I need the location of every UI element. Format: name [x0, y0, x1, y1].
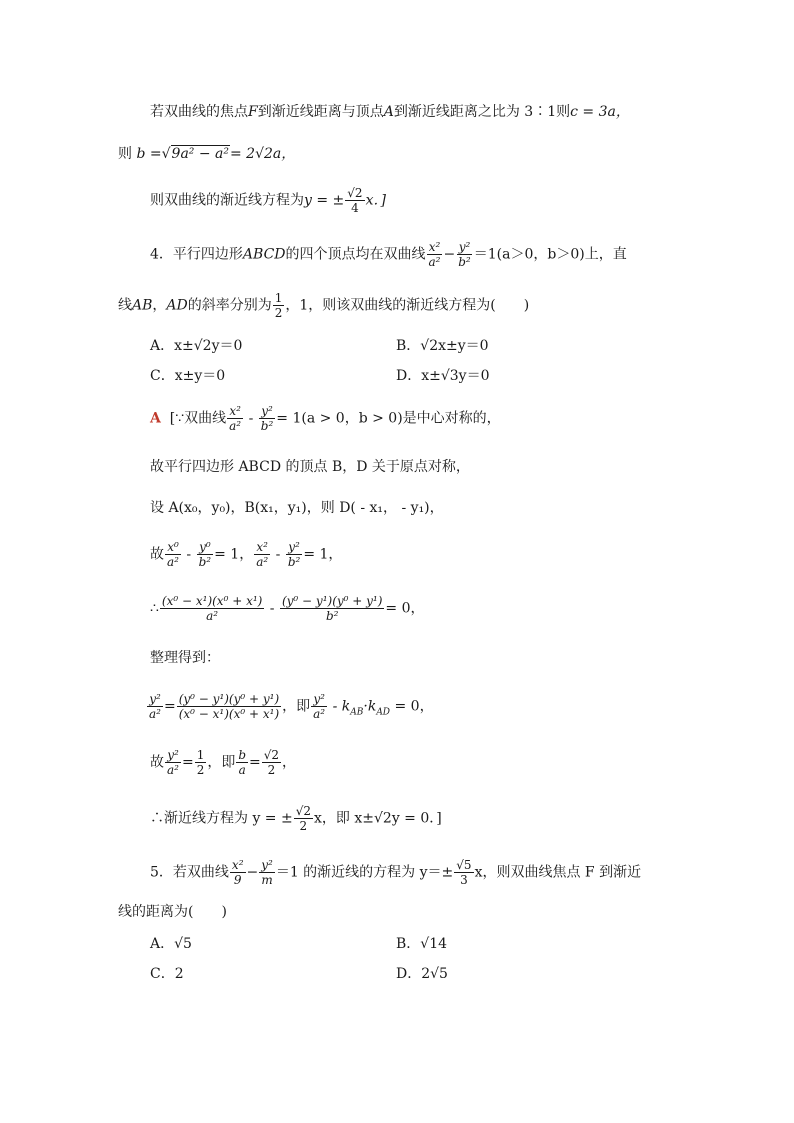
q4-solution-line4: 故 $\frac{\text{x⁰}}{\text{a²}}$ - $\frac{\text{y⁰}}{\text{b²}}$ = 1， $\frac{\text{x²}}{\text{a²}}$ - $\frac{\text{y²}}{\text{b²}}$ = 1， — [150, 540, 343, 569]
fraction — [294, 804, 313, 833]
fraction-num: √2 — [263, 748, 280, 762]
equation: c = 3a， — [570, 104, 630, 120]
question-number: 4． — [150, 246, 173, 263]
q4-solution-line9 — [150, 804, 442, 833]
text: [∵双曲线 — [169, 410, 227, 427]
fraction-num: y⁰ — [199, 540, 211, 554]
text: 故 — [150, 754, 164, 771]
q5-option-b: B．√14 — [396, 936, 448, 952]
text: x，即 x±√2y = 0．] — [314, 810, 442, 827]
text: = 0， — [390, 698, 434, 715]
subscript: AD — [376, 707, 391, 718]
fraction — [345, 186, 364, 215]
fraction — [454, 858, 473, 887]
q5-option-a: A．√5 — [150, 936, 192, 952]
fraction-num: y² — [261, 858, 273, 872]
q5-option-c: C．2 — [150, 966, 184, 982]
fraction — [227, 404, 243, 433]
equation-rhs: = 2√2a， — [230, 146, 296, 162]
fraction — [230, 858, 246, 887]
text: 的四个顶点均在双曲线 — [285, 246, 426, 263]
fraction-num: (y⁰ − y¹)(y⁰ + y¹) — [281, 594, 383, 608]
text: ·k — [363, 698, 377, 715]
fraction-den: 4 — [351, 201, 359, 215]
text: = 1， — [303, 546, 343, 563]
equation: y = ± — [304, 192, 345, 209]
q4-option-a: A．x±√2y＝0 — [150, 338, 243, 354]
fraction — [259, 404, 276, 433]
q4-stem-line2 — [118, 291, 529, 320]
fraction-num: 1 — [274, 291, 283, 305]
operator: = — [181, 754, 194, 771]
fraction — [427, 240, 443, 269]
fraction-den: a² — [167, 555, 179, 569]
solution3-line2: 则 b =√9a² − a²= 2√2a， — [118, 146, 296, 162]
fraction — [456, 240, 473, 269]
fraction-den: b² — [260, 419, 274, 433]
equation: x．] — [365, 192, 386, 209]
answer-label: A — [150, 410, 161, 427]
fraction-den: a² — [313, 707, 326, 721]
text: 则 — [118, 146, 132, 162]
fraction-den: a² — [256, 555, 269, 569]
text: ∴渐近线方程为 y = ± — [150, 810, 293, 827]
fraction-num: y² — [313, 692, 325, 706]
text: 故 — [150, 546, 164, 563]
text: - k — [332, 698, 351, 715]
subscript: AB — [350, 707, 364, 718]
fraction — [147, 692, 163, 721]
fraction-num: y² — [288, 540, 300, 554]
fraction-num: √2 — [295, 804, 312, 818]
text: ＝1(a＞0，b＞0)上，直 — [473, 246, 627, 263]
fraction — [177, 692, 281, 721]
fraction — [160, 594, 264, 623]
text: ，即 — [282, 698, 311, 715]
fraction-den: a² — [149, 707, 161, 721]
q4-stem-line1 — [150, 240, 627, 269]
fraction-den: b² — [325, 609, 339, 623]
fraction-den: (x⁰ − x¹)(x⁰ + x¹) — [178, 707, 280, 721]
fraction — [286, 540, 303, 569]
fraction-den: 2 — [196, 763, 205, 777]
radicand: 9a² − a² — [171, 146, 229, 162]
fraction-num: x⁰ — [167, 540, 179, 554]
q4-solution-line2: 故平行四边形 ABCD 的顶点 B，D 关于原点对称， — [150, 459, 470, 475]
text: 到渐近线距离之比为 3∶1则 — [393, 104, 571, 120]
fraction — [195, 748, 207, 777]
fraction-num: y² — [149, 692, 161, 706]
fraction — [165, 748, 181, 777]
q4-solution-line8: 故 $\frac{\text{y²}}{\text{a²}}$ = $\frac{1}{2}$ ，即 $\frac{b}{a}$ = $\frac{√2}{2}$ ， — [150, 748, 297, 777]
text: 平行四边形 — [172, 246, 243, 263]
question-number: 5． — [150, 864, 173, 881]
fraction-den: 9 — [233, 873, 242, 887]
fraction-num: y² — [261, 404, 273, 418]
var-A: A — [383, 104, 394, 120]
fraction-den: a² — [167, 763, 179, 777]
text: 的斜率分别为 — [187, 297, 272, 314]
fraction-num: x² — [256, 540, 268, 554]
text: ，1，则该双曲线的渐近线方程为( ) — [285, 297, 530, 314]
text: ＝1 的渐近线的方程为 y＝± — [275, 864, 454, 881]
fraction-den: 2 — [274, 306, 283, 320]
var: ABCD — [242, 246, 286, 263]
fraction-num: b — [238, 748, 247, 762]
text: = 1， — [214, 546, 254, 563]
fraction — [236, 748, 248, 777]
fraction-den: a² — [229, 419, 242, 433]
fraction-den: a² — [206, 609, 219, 623]
q4-option-b: B．√2x±y＝0 — [396, 338, 489, 354]
fraction-num: √5 — [456, 858, 472, 872]
fraction — [254, 540, 270, 569]
solution3-line1 — [150, 102, 630, 122]
text: ∴ — [150, 600, 159, 617]
fraction — [280, 594, 384, 623]
q4-solution-line7: $\frac{\text{y²}}{\text{a²}}$ = $\frac{\text{(y⁰ − y¹)(y⁰ + y¹)}}{\text{(x⁰ − x¹)(x⁰ + x¹)}}$ ，即 $\frac{\text{y²}}{\text{a²}}$ - $k_{AB}\cdot k_{AD} = 0$， — [149, 692, 434, 721]
fraction — [273, 291, 285, 320]
fraction-den: a — [238, 763, 246, 777]
text: 若双曲线的焦点 — [150, 104, 248, 120]
text: ，即 — [207, 754, 236, 771]
fraction-den: 2 — [299, 819, 308, 833]
fraction-num: √2 — [347, 186, 363, 200]
fraction — [165, 540, 181, 569]
fraction-num: x² — [231, 858, 244, 872]
equation-lhs: b = — [136, 146, 162, 162]
q4-option-c: C．x±y＝0 — [150, 368, 226, 384]
fraction-den: b² — [287, 555, 301, 569]
fraction — [311, 692, 327, 721]
fraction-den: a² — [428, 255, 441, 269]
text: 线 — [118, 297, 132, 314]
text: 若双曲线 — [172, 864, 229, 881]
q4-solution-line6: 整理得到： — [150, 650, 220, 666]
text: x，则双曲线焦点 F 到渐近 — [474, 864, 642, 881]
solution3-line3 — [150, 186, 386, 215]
q5-option-d: D．2√5 — [396, 966, 448, 982]
q5-stem-line2: 线的距离为( ) — [118, 904, 227, 920]
text: = 0， — [385, 600, 425, 617]
q5-stem-line1: 5．若双曲线 $\frac{\text{x²}}{9}$ − $\frac{\text{y²}}{m}$ ＝1 的渐近线的方程为 y＝± $\frac{√5}{3}$ x，则双曲线焦点 F 到渐近 — [150, 858, 642, 887]
var: AD — [166, 297, 188, 314]
q4-solution-line5: ∴ $\frac{\text{(x⁰ − x¹)(x⁰ + x¹)}}{\text{a²}}$ - $\frac{\text{(y⁰ − y¹)(y⁰ + y¹)}}{\text{b²}}$ = 0， — [150, 594, 425, 623]
q4-solution-line3: 设 A(x₀，y₀)，B(x₁，y₁)，则 D( - x₁， - y₁)， — [150, 500, 444, 516]
fraction — [262, 748, 281, 777]
text: 到渐近线距离与顶点 — [257, 104, 384, 120]
fraction-den: m — [261, 873, 273, 887]
var: AB — [132, 297, 153, 314]
var-F: F — [248, 104, 258, 120]
fraction-num: (y⁰ − y¹)(y⁰ + y¹) — [178, 692, 280, 706]
fraction-num: (x⁰ − x¹)(x⁰ + x¹) — [161, 594, 263, 608]
text: 则双曲线的渐近线方程为 — [150, 192, 304, 209]
operator: − — [443, 246, 456, 263]
fraction-num: x² — [229, 404, 241, 418]
text: ， — [282, 754, 297, 771]
fraction-num: y² — [458, 240, 471, 254]
fraction-den: 2 — [267, 763, 276, 777]
fraction-num: x² — [428, 240, 441, 254]
fraction-num: 1 — [196, 748, 205, 762]
q4-option-d: D．x±√3y＝0 — [396, 368, 490, 384]
fraction-den: 3 — [460, 873, 468, 887]
fraction-num: y² — [167, 748, 179, 762]
fraction — [259, 858, 275, 887]
text: ， — [152, 297, 167, 314]
fraction — [197, 540, 214, 569]
q4-solution-line1: A [∵双曲线 $\frac{\text{x²}}{\text{a²}}$ - $\frac{\text{y²}}{\text{b²}}$ = 1(a > 0，b > 0)是中心对称的， — [150, 404, 501, 433]
fraction-den: b² — [458, 255, 471, 269]
text: = 1(a > 0，b > 0)是中心对称的， — [276, 410, 501, 427]
fraction-den: b² — [198, 555, 212, 569]
